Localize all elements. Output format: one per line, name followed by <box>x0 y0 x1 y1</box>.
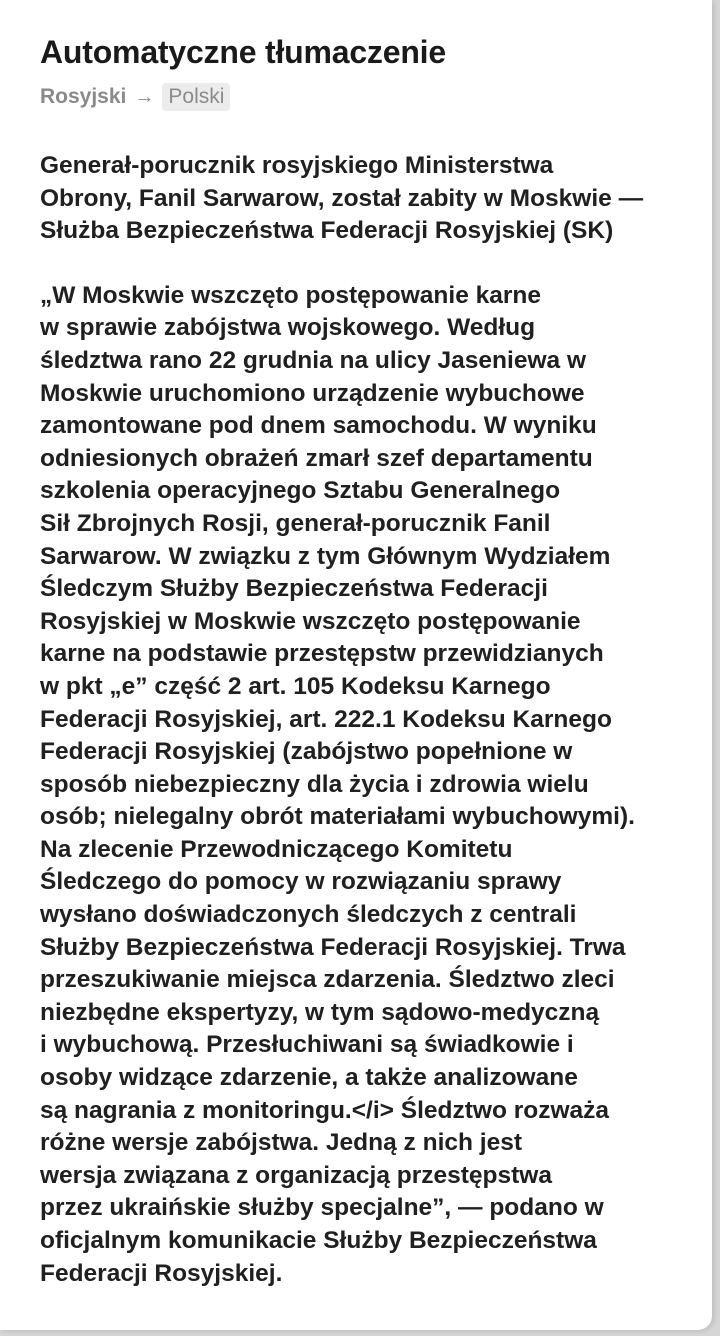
article-headline: Generał-porucznik rosyjskiego Ministerstwa Obrony, Fanil Sarwarow, został zabity w Moskwie — Służba Bezpieczeństwa Federacji Rosyjskiej (SK) <box>40 152 644 245</box>
source-language[interactable]: Rosyjski <box>40 85 127 108</box>
translation-title: Automatyczne tłumaczenie <box>40 34 446 70</box>
translation-header <box>40 30 680 112</box>
article-body: „W Moskwie wszczęto postępowanie karne w sprawie zabójstwa wojskowego. Według śledztwa rano 22 grudnia na ulicy Jaseniewa w Moskwie uruchomiono urządzenie wybuchowe zamontowane pod dnem samochodu. W wyniku odniesionych obrażeń zmarł szef departamentu szkolenia operacyjnego Sztabu Generalnego Sił Zbrojnych Rosji, generał-porucznik Fanil Sarwarow. W związku z tym Głównym Wydziałem Śledczym Służby Bezpieczeństwa Federacji Rosyjskiej w Moskwie wszczęto postępowanie karne na podstawie przestępstw przewidzianych w pkt „e” część 2 art. 105 Kodeksu Karnego Federacji Rosyjskiej, art. 222.1 Kodeksu Karnego Federacji Rosyjskiej (zabójstwo popełnione w sposób niebezpieczny dla życia i zdrowia wielu osób; nielegalny obrót materiałami wybuchowymi). Na zlecenie Przewodniczącego Komitetu Śledczego do pomocy w rozwiązaniu sprawy wysłano doświadczonych śledczych z centrali Służby Bezpieczeństwa Federacji Rosyjskiej. Trwa przeszukiwanie miejsca zdarzenia. Śledztwo zleci niezbędne ekspertyzy, w tym sądowo-medyczną i wybuchową. Przesłuchiwani są świadkowie i osoby widzące zdarzenie, a także analizowane są nagrania z monitoringu.</i> Śledztwo rozważa różne wersje zabójstwa. Jedną z nich jest wersja związana z organizacją przestępstwa przez ukraińskie służby specjalne”, — podano w oficjalnym komunikacie Służby Bezpieczeństwa Federacji Rosyjskiej. <box>40 281 635 1287</box>
paragraph-spacer <box>40 248 690 280</box>
translated-text <box>40 150 690 1290</box>
language-selector-row <box>40 82 680 112</box>
arrow-right-icon: → <box>134 85 155 108</box>
target-language-chip[interactable]: Polski <box>162 83 230 111</box>
